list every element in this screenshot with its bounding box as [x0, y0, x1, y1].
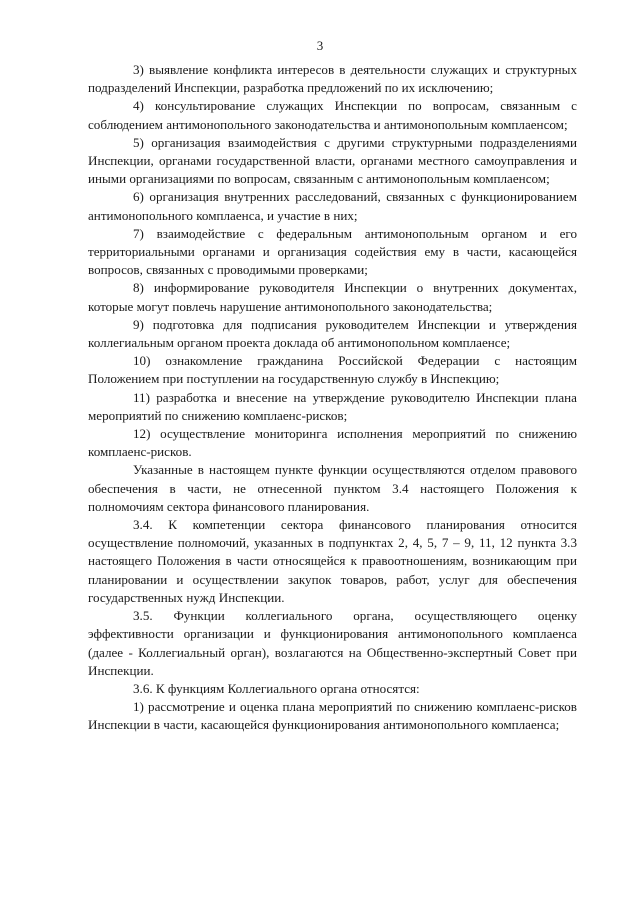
paragraph-3-6: 3.6. К функциям Коллегиального органа относятся:	[133, 680, 420, 696]
paragraph-3-4: 3.4. К компетенции сектора финансового планирования относится осуществление полномочий, указанных в подпунктах 2, 4, 5, 7 – 9, 11, 12 пункта 3.3 настоящего Положения в части относящейся к правоотношениям, возникающим при планировании и осуществлении закупок товаров, работ, услуг для обеспечения государственных нужд Инспекции.	[88, 517, 577, 605]
paragraph-item-9: 9) подготовка для подписания руководителем Инспекции и утверждения коллегиальным органом проекта доклада об антимонопольном комплаенсе;	[88, 316, 577, 351]
paragraph-item-11: 11) разработка и внесение на утверждение руководителю Инспекции плана мероприятий по снижению комплаенс-рисков;	[88, 389, 577, 423]
page-number: 3	[316, 38, 324, 53]
paragraph-item-12: 12) осуществление мониторинга исполнения мероприятий по снижению комплаенс-рисков.	[88, 426, 577, 460]
paragraph-functions-note: Указанные в настоящем пункте функции осуществляются отделом правового обеспечения в части, не отнесенной пунктом 3.4 настоящего Положения к полномочиям сектора финансового планирования.	[88, 462, 577, 514]
paragraph-item-4: 4) консультирование служащих Инспекции по вопросам, связанным с соблюдением антимонопольного законодательства и антимонопольным комплаенсом;	[88, 98, 577, 132]
paragraph-item-3: 3) выявление конфликта интересов в деятельности служащих и структурных подразделений Инспекции, разработка предложений по их исключению;	[88, 62, 577, 96]
paragraph-3-5: 3.5. Функции коллегиального органа, осуществляющего оценку эффективности организации и функционирования антимонопольного комплаенса (далее - Коллегиальный орган), возлагаются на Общественно-экспертный Совет при Инспекции.	[88, 608, 577, 678]
paragraph-3-6-item-1: 1) рассмотрение и оценка плана мероприятий по снижению комплаенс-рисков Инспекции в части, касающейся функционирования антимонопольного комплаенса;	[88, 699, 577, 733]
paragraph-item-7: 7) взаимодействие с федеральным антимонопольным органом и его территориальными органами и организация содействия ему в части, касающейся вопросов, связанных с проводимыми проверками;	[88, 225, 577, 278]
paragraph-item-8: 8) информирование руководителя Инспекции о внутренних документах, которые могут повлечь нарушение антимонопольного законодательства;	[88, 280, 577, 314]
document-body	[88, 61, 577, 735]
paragraph-item-10: 10) ознакомление гражданина Российской Федерации с настоящим Положением при поступлении на государственную службу в Инспекцию;	[88, 353, 577, 387]
paragraph-item-6: 6) организация внутренних расследований, связанных с функционированием антимонопольного комплаенса, и участие в них;	[88, 189, 577, 223]
paragraph-item-5: 5) организация взаимодействия с другими структурными подразделениями Инспекции, органами государственной власти, органами местного самоуправления и иными организациями по вопросам, связанным с антимонопольным комплаенсом;	[88, 134, 577, 187]
